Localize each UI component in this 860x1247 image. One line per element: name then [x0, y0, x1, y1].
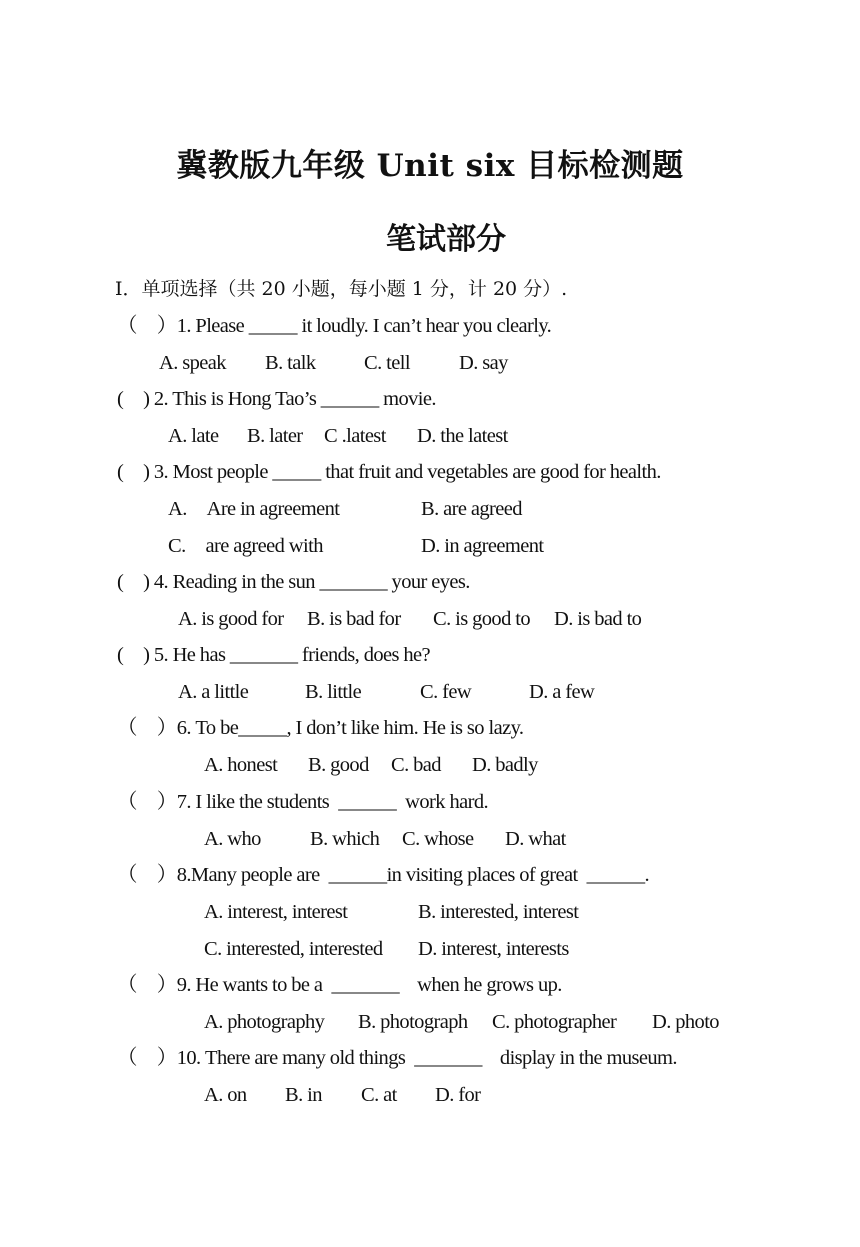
option-c: C. are agreed with: [168, 535, 323, 557]
option-c: C. photographer: [492, 1011, 617, 1033]
option-d: D. interest, interests: [418, 938, 569, 960]
option-c: C. few: [420, 681, 472, 703]
option-c: C. interested, interested: [204, 938, 383, 960]
question-stem: （ ）10. There are many old things _______ display in the museum.: [117, 1047, 677, 1069]
question-stem: （ ）6. To be_____, I don’t like him. He is so lazy.: [117, 717, 524, 739]
option-b: B. which: [310, 828, 380, 850]
question-stem: ( ) 3. Most people _____ that fruit and vegetables are good for health.: [117, 461, 661, 483]
option-d: D. photo: [652, 1011, 719, 1033]
page-title: 冀教版九年级 Unit six 目标检测题: [176, 148, 684, 184]
option-b: B. are agreed: [421, 498, 522, 520]
option-d: D. a few: [529, 681, 595, 703]
option-b: B. is bad for: [307, 608, 401, 630]
page-subtitle: 笔试部分: [386, 222, 506, 257]
option-a: A. is good for: [178, 608, 284, 630]
option-d: D. say: [459, 352, 508, 374]
option-a: A. a little: [178, 681, 249, 703]
option-a: A. Are in agreement: [168, 498, 340, 520]
question-stem: （ ）8.Many people are ______in visiting places of great ______.: [117, 864, 650, 886]
option-c: C. bad: [391, 754, 441, 776]
option-c: C. is good to: [433, 608, 530, 630]
option-a: A. interest, interest: [204, 901, 348, 923]
option-b: B. photograph: [358, 1011, 468, 1033]
option-d: D. in agreement: [421, 535, 544, 557]
option-c: C. tell: [364, 352, 410, 374]
option-a: A. honest: [204, 754, 278, 776]
option-d: D. is bad to: [554, 608, 642, 630]
option-d: D. for: [435, 1084, 481, 1106]
option-a: A. photography: [204, 1011, 325, 1033]
option-a: A. late: [168, 425, 219, 447]
option-d: D. what: [505, 828, 566, 850]
question-stem: ( ) 2. This is Hong Tao’s ______ movie.: [117, 388, 436, 410]
option-c: C .latest: [324, 425, 386, 447]
option-c: C. whose: [402, 828, 474, 850]
option-b: B. in: [285, 1084, 322, 1106]
option-a: A. who: [204, 828, 261, 850]
option-d: D. badly: [472, 754, 538, 776]
question-stem: ( ) 5. He has _______ friends, does he?: [117, 644, 431, 666]
option-b: B. talk: [265, 352, 316, 374]
question-stem: （ ）9. He wants to be a _______ when he grows up.: [117, 974, 562, 996]
option-a: A. speak: [159, 352, 226, 374]
option-b: B. later: [247, 425, 303, 447]
option-c: C. at: [361, 1084, 397, 1106]
option-a: A. on: [204, 1084, 247, 1106]
section-heading: Ⅰ．单项选择（共 20 小题，每小题 1 分，计 20 分）.: [115, 278, 568, 300]
option-d: D. the latest: [417, 425, 508, 447]
question-stem: ( ) 4. Reading in the sun _______ your eyes.: [117, 571, 470, 593]
option-b: B. little: [305, 681, 362, 703]
option-b: B. good: [308, 754, 369, 776]
question-stem: （ ）1. Please _____ it loudly. I can’t hear you clearly.: [117, 315, 552, 337]
question-stem: （ ）7. I like the students ______ work hard.: [117, 791, 488, 813]
option-b: B. interested, interest: [418, 901, 579, 923]
